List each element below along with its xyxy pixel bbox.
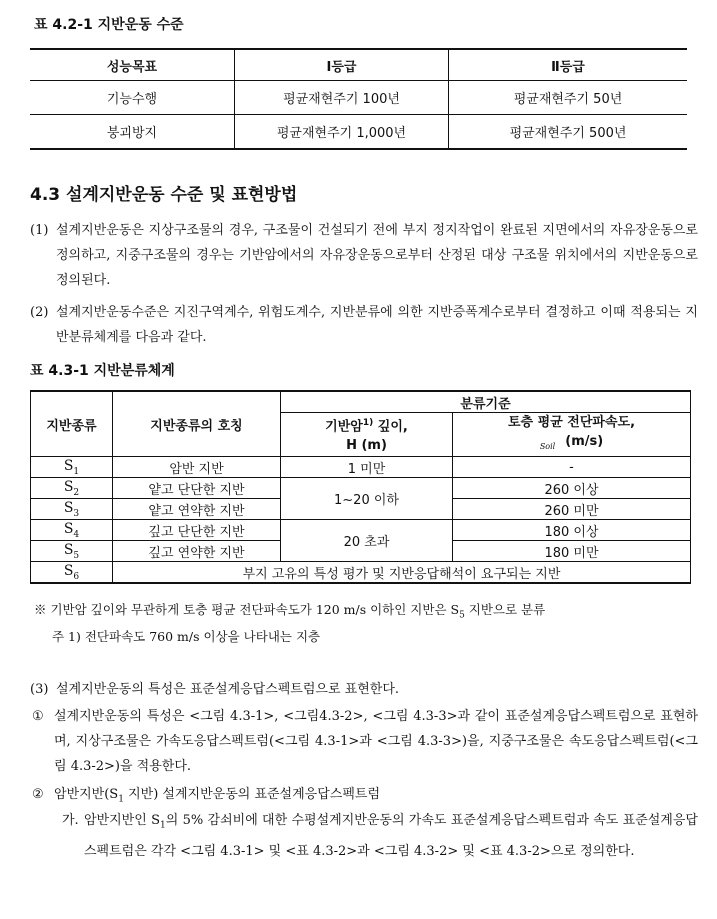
table-note: ※ 기반암 깊이와 무관하게 토층 평균 전단파속도가 120 m/s 이하인 지반은 $S_5$ 지반으로 분류 [34, 602, 546, 621]
header-site-class: 지반종류 [31, 391, 113, 457]
list-item-1 [32, 704, 698, 779]
site-class-code: $S_6$ [31, 562, 113, 584]
cell-grade-2: 평균재현주기 500년 [449, 115, 688, 150]
item-number: ② [32, 787, 44, 802]
shear-wave-velocity-value: 180 이상 [453, 520, 691, 541]
table-footnote: 주 1) 전단파속도 760 m/s 이상을 나타내는 지층 [52, 629, 321, 644]
cell-grade-1: 평균재현주기 100년 [235, 81, 449, 115]
site-class-name: 얕고 단단한 지반 [113, 478, 281, 499]
paragraph-number: (2) [30, 305, 49, 320]
bedrock-depth-unit: H (m) [346, 438, 387, 454]
shear-wave-velocity-label: 토층 평균 전단파속도, [508, 415, 636, 430]
site-class-code: $S_1$ [31, 457, 113, 478]
table-row [31, 457, 691, 478]
header-bedrock-depth [281, 413, 453, 457]
bedrock-depth-label-rest: 깊이, [373, 419, 408, 435]
table-header-row [30, 49, 687, 81]
table-421-caption: 표 4.2-1 지반운동 수준 [34, 17, 184, 33]
site-specific-evaluation-text: 부지 고유의 특성 평가 및 지반응답해석이 요구되는 지반 [113, 562, 691, 584]
sub-item [62, 808, 698, 864]
item-number: ① [32, 709, 44, 724]
vs-soil-subscript: Soil [539, 442, 556, 451]
paragraph-text: 설계지반운동은 지상구조물의 경우, 구조물이 건설되기 전에 부지 정지작업이 완료된 지면에서의 자유장운동으로 정의하고, 지중구조물의 경우는 기반암에서의 자유장운동으로부터 산정된 대상 구조물 위치에서의 지반운동으로 정의된다. [56, 223, 698, 288]
sub-item-number: 가. [62, 813, 79, 828]
section-heading: 4.3 설계지반운동 수준 및 표현방법 [30, 185, 298, 205]
table-431-caption: 표 4.3-1 지반분류체계 [30, 363, 175, 379]
header-grade-2: Ⅱ등급 [449, 49, 688, 81]
footnote-marker: 1) [362, 417, 374, 428]
header-site-class-name: 지반종류의 호칭 [113, 391, 281, 457]
site-class-name: 깊고 단단한 지반 [113, 520, 281, 541]
table-row [31, 478, 691, 499]
header-shear-wave-velocity [453, 413, 691, 457]
paragraph-2 [30, 300, 698, 350]
bedrock-depth-value: 1~20 이하 [281, 478, 453, 520]
header-classification-criteria: 분류기준 [281, 391, 691, 413]
bedrock-depth-value: 20 초과 [281, 520, 453, 562]
shear-wave-velocity-unit: (m/s) [565, 434, 604, 449]
bedrock-depth-label: 기반암 [325, 419, 363, 435]
shear-wave-velocity-value: - [453, 457, 691, 478]
paragraph-1 [30, 218, 698, 293]
site-classification-table [30, 390, 691, 584]
table-row [31, 520, 691, 541]
table-row [30, 81, 687, 115]
paragraph-text: 설계지반운동수준은 지진구역계수, 위험도계수, 지반분류에 의한 지반증폭계수로부터 결정하고 이때 적용되는 지반분류체계를 다음과 같다. [56, 305, 698, 345]
site-class-name: 암반 지반 [113, 457, 281, 478]
cell-grade-2: 평균재현주기 50년 [449, 81, 688, 115]
sub-item-text: 암반지반인 $S_1$의 5% 감쇠비에 대한 수평설계지반운동의 가속도 표준설계응답스펙트럼과 속도 표준설계응답스펙트럼은 각각 <그림 4.3-1> 및 <표 4.3-2>과 <그림 4.3-2> 및 <표 4.3-2>으로 정의한다. [84, 813, 698, 859]
paragraph-number: (3) [30, 682, 49, 697]
cell-grade-1: 평균재현주기 1,000년 [235, 115, 449, 150]
site-class-code: $S_5$ [31, 541, 113, 562]
site-class-name: 깊고 연약한 지반 [113, 541, 281, 562]
paragraph-text: 설계지반운동의 특성은 표준설계응답스펙트럼으로 표현한다. [56, 682, 400, 697]
site-class-code: $S_3$ [31, 499, 113, 520]
cell-goal: 붕괴방지 [30, 115, 235, 150]
shear-wave-velocity-value: 180 미만 [453, 541, 691, 562]
cell-goal: 기능수행 [30, 81, 235, 115]
header-grade-1: Ⅰ등급 [235, 49, 449, 81]
paragraph-3 [30, 677, 698, 702]
ground-motion-level-table [30, 48, 687, 150]
header-performance-goal: 성능목표 [30, 49, 235, 81]
paragraph-number: (1) [30, 223, 49, 238]
item-text: 암반지반($S_1$ 지반) 설계지반운동의 표준설계응답스펙트럼 [54, 787, 381, 805]
shear-wave-velocity-value: 260 미만 [453, 499, 691, 520]
table-header-row [31, 391, 691, 413]
item-text: 설계지반운동의 특성은 <그림 4.3-1>, <그림4.3-2>, <그림 4.3-3>과 같이 표준설계응답스펙트럼으로 표현하며, 지상구조물은 가속도응답스펙트럼(<그림 4.3-1>과 <그림 4.3-3>)을, 지중구조물은 속도응답스펙트럼(<그림 4.3-2>)을 적용한다. [54, 709, 698, 774]
site-class-code: $S_2$ [31, 478, 113, 499]
shear-wave-velocity-value: 260 이상 [453, 478, 691, 499]
site-class-name: 얕고 연약한 지반 [113, 499, 281, 520]
table-row [31, 562, 691, 584]
site-class-code: $S_4$ [31, 520, 113, 541]
bedrock-depth-value: 1 미만 [281, 457, 453, 478]
table-row [30, 115, 687, 150]
